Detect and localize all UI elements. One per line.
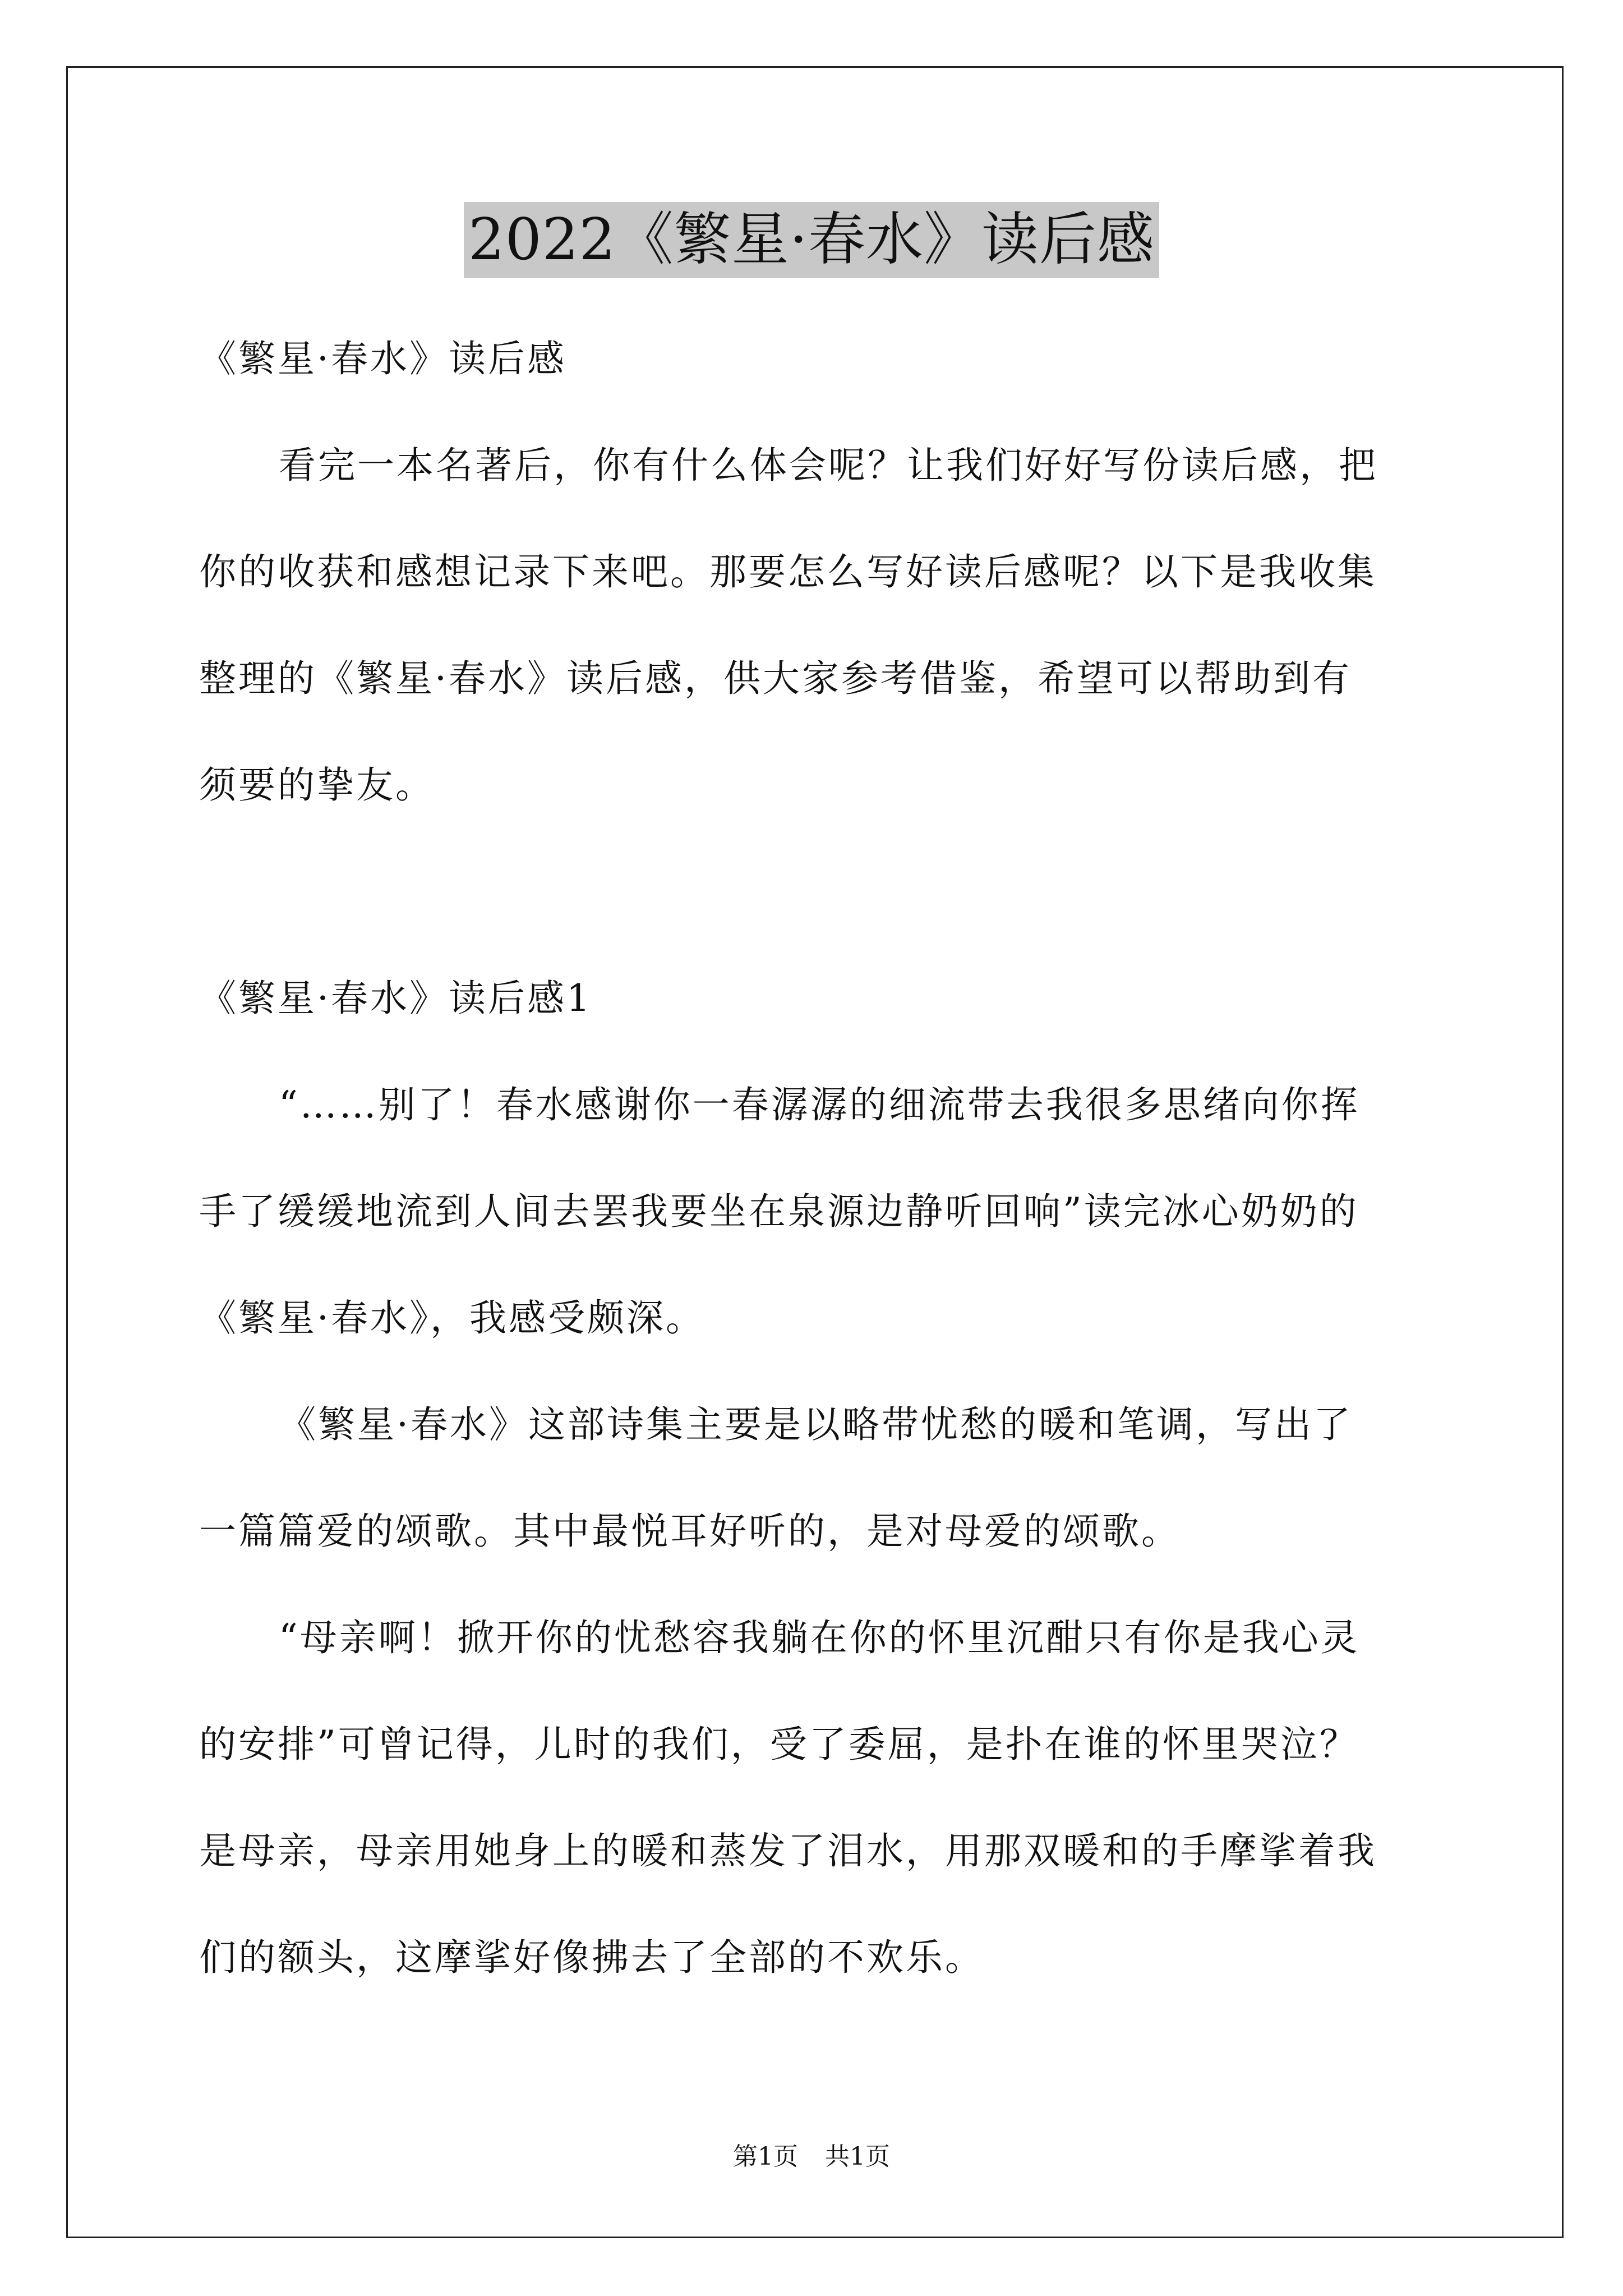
paragraph-line: 须要的挚友。 bbox=[199, 763, 435, 807]
page-total: 共1页 bbox=[825, 2142, 890, 2171]
paragraph-line: 《繁星·春水》这部诗集主要是以略带忧愁的暖和笔调，写出了 bbox=[279, 1403, 1353, 1446]
paragraph-line: 看完一本名著后，你有什么体会呢？让我们好好写份读后感，把 bbox=[279, 444, 1378, 487]
section-heading: 《繁星·春水》读后感 bbox=[199, 337, 566, 380]
paragraph-line: 一篇篇爱的颂歌。其中最悦耳好听的，是对母爱的颂歌。 bbox=[199, 1510, 1181, 1553]
paragraph-line: 是母亲，母亲用她身上的暖和蒸发了泪水，用那双暖和的手摩挲着我 bbox=[199, 1829, 1377, 1872]
paragraph-line: 手了缓缓地流到人间去罢我要坐在泉源边静听回响”读完冰心奶奶的 bbox=[199, 1190, 1359, 1233]
page-footer bbox=[0, 2140, 1623, 2174]
paragraph-line: “……别了！春水感谢你一春潺潺的细流带去我很多思绪向你挥 bbox=[279, 1083, 1360, 1126]
paragraph-line: 整理的《繁星·春水》读后感，供大家参考借鉴，希望可以帮助到有 bbox=[199, 657, 1352, 700]
paragraph-line: “母亲啊！掀开你的忧愁容我躺在你的怀里沉酣只有你是我心灵 bbox=[279, 1616, 1360, 1659]
page-number: 第1页 bbox=[733, 2142, 798, 2171]
paragraph-line: 们的额头，这摩挲好像拂去了全部的不欢乐。 bbox=[199, 1936, 984, 1979]
paragraph-line: 《繁星·春水》，我感受颇深。 bbox=[199, 1296, 705, 1340]
section-heading: 《繁星·春水》读后感1 bbox=[199, 977, 592, 1020]
title-wrap bbox=[0, 202, 1623, 278]
paragraph-line: 的安排”可曾记得，儿时的我们，受了委屈，是扑在谁的怀里哭泣？ bbox=[199, 1723, 1359, 1766]
document-title: 2022《繁星·春水》读后感 bbox=[464, 202, 1159, 278]
document-body bbox=[199, 306, 1427, 2011]
paragraph-line: 你的收获和感想记录下来吧。那要怎么写好读后感呢？以下是我收集 bbox=[199, 550, 1377, 593]
paragraph-gap bbox=[199, 839, 1427, 945]
